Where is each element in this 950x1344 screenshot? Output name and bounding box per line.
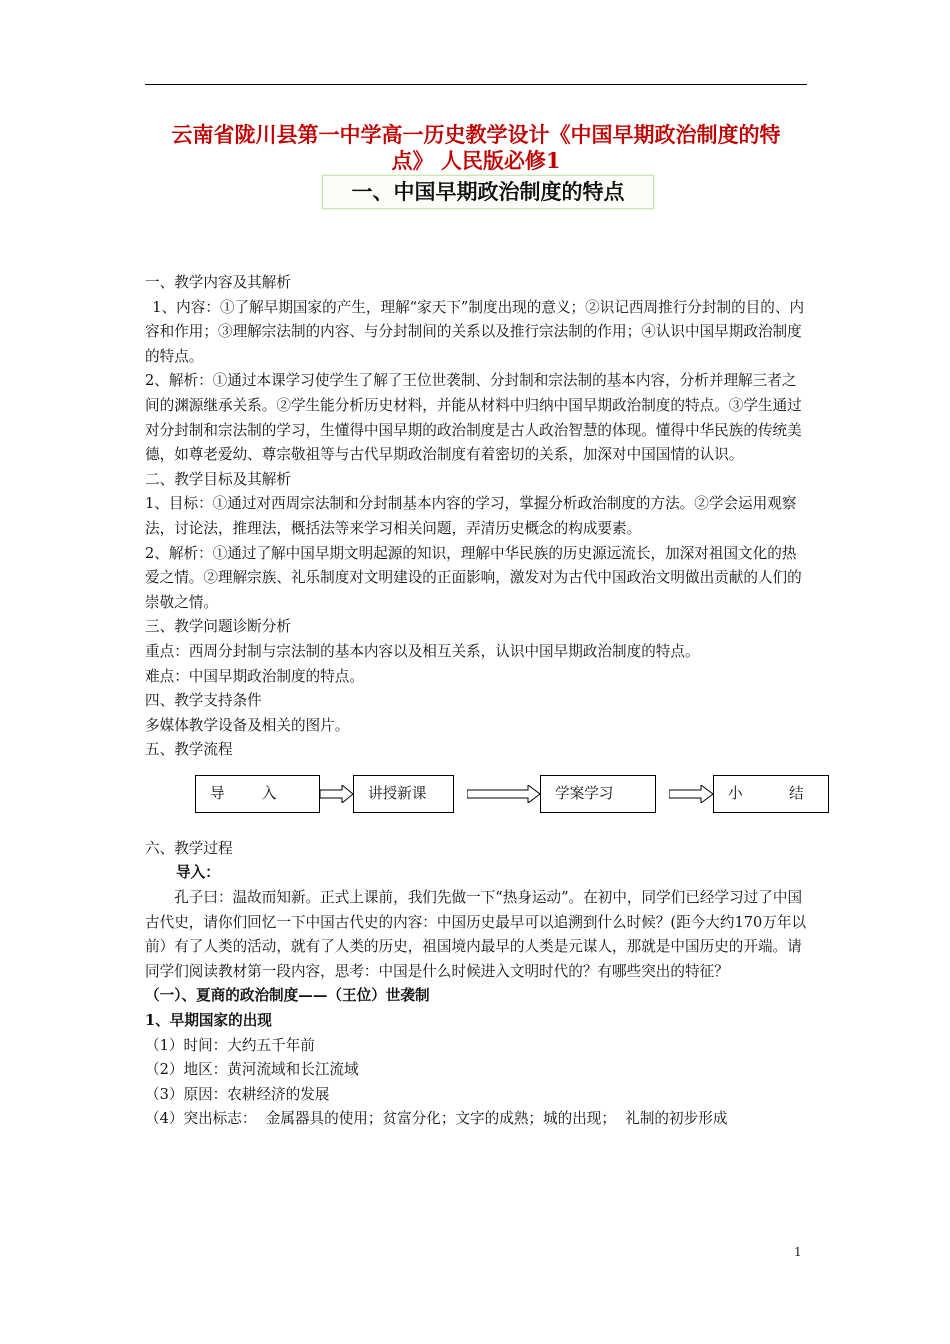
page-number: 1 <box>794 1245 802 1259</box>
subsection-heading-xia-shang: （一）、夏商的政治制度——（王位）世袭制 <box>145 987 430 1005</box>
paragraph-content: 1、内容：①了解早期国家的产生，理解“家天下”制度出现的意义；②识记西周推行分封制的目的、内容和作用；③理解宗法制的内容、与分封制间的关系以及推行宗法制的作用；④认识中国早期政治制度的特点。 <box>145 298 805 365</box>
list-item: （3）原因：农耕经济的发展 <box>145 1085 330 1103</box>
flow-step-summary: 小 结 <box>713 775 829 813</box>
section-heading-6: 六、教学过程 <box>145 839 233 857</box>
flow-step-lecture: 讲授新课 <box>353 775 454 813</box>
teaching-flowchart <box>145 763 807 837</box>
document-title-line2: 点》 人民版必修1 <box>391 148 561 173</box>
subsection-heading-early-state: 1、早期国家的出现 <box>145 1012 272 1030</box>
document-title-line1: 云南省陇川县第一中学高一历史教学设计《中国早期政治制度的特 <box>171 122 781 147</box>
list-item: （2）地区：黄河流域和长江流域 <box>145 1061 359 1079</box>
paragraph-goals-analysis: 2、解析：①通过了解中国早期文明起源的知识，理解中华民族的历史源远流长，加深对祖国文化的热爱之情。②理解宗族、礼乐制度对文明建设的正面影响，激发对为古代中国政治文明做出贡献的人们的崇敬之情。 <box>145 544 802 611</box>
document-body <box>145 271 807 1132</box>
flow-arrow-icon <box>467 785 540 803</box>
header-rule <box>145 84 807 85</box>
section-heading-5: 五、教学流程 <box>145 741 233 759</box>
flow-arrow-icon <box>320 785 353 803</box>
section-heading-1: 一、教学内容及其解析 <box>145 274 291 291</box>
paragraph-goals: 1、目标：①通过对西周宗法制和分封制基本内容的学习，掌握分析政治制度的方法。②学会运用观察法，讨论法，推理法，概括法等来学习相关问题，弄清历史概念的构成要素。 <box>145 495 797 537</box>
paragraph-difficulties: 难点：中国早期政治制度的特点。 <box>145 667 364 685</box>
flow-step-study: 学案学习 <box>540 775 656 813</box>
section-heading-3: 三、教学问题诊断分析 <box>145 618 291 636</box>
intro-label: 导入： <box>176 864 220 882</box>
section-heading-2: 二、教学目标及其解析 <box>145 470 291 488</box>
flow-step-intro: 导 入 <box>195 775 320 813</box>
paragraph-key-points: 重点：西周分封制与宗法制的基本内容以及相互关系，认识中国早期政治制度的特点。 <box>145 642 700 660</box>
list-item: （4）突出标志： 金属器具的使用；贫富分化；文字的成熟；城的出现； 礼制的初步形成 <box>145 1110 728 1128</box>
flow-arrow-icon <box>669 785 713 803</box>
paragraph-intro: 孔子曰：温故而知新。正式上课前，我们先做一下“热身运动”。在初中，同学们已经学习过了中国古代史，请你们回忆一下中国古代史的内容：中国历史最早可以追溯到什么时候？(距今大约170万年以前）有了人类的活动，就有了人类的历史，祖国境内最早的人类是元谋人，那就是中国历史的开端。请同学们阅读教材第一段内容，思考：中国是什么时候进入文明时代的？有哪些突出的特征？ <box>145 889 807 980</box>
subtitle-image <box>322 175 654 209</box>
subtitle-image-text: 一、中国早期政治制度的特点 <box>351 180 625 204</box>
section-heading-4: 四、教学支持条件 <box>145 692 262 710</box>
paragraph-analysis: 2、解析：①通过本课学习使学生了解了王位世袭制、分封制和宗法制的基本内容，分析并理解三者之间的渊源继承关系。②学生能分析历史材料，并能从材料中归纳中国早期政治制度的特点。③学生通过对分封制和宗法制的学习，生懂得中国早期的政治制度是古人政治智慧的体现。懂得中华民族的传统美德，如尊老爱幼、尊宗敬祖等与古代早期政治制度有着密切的关系，加深对中国国情的认识。 <box>145 372 802 464</box>
list-item: （1）时间：大约五千年前 <box>145 1036 315 1054</box>
paragraph-support: 多媒体教学设备及相关的图片。 <box>145 716 350 734</box>
